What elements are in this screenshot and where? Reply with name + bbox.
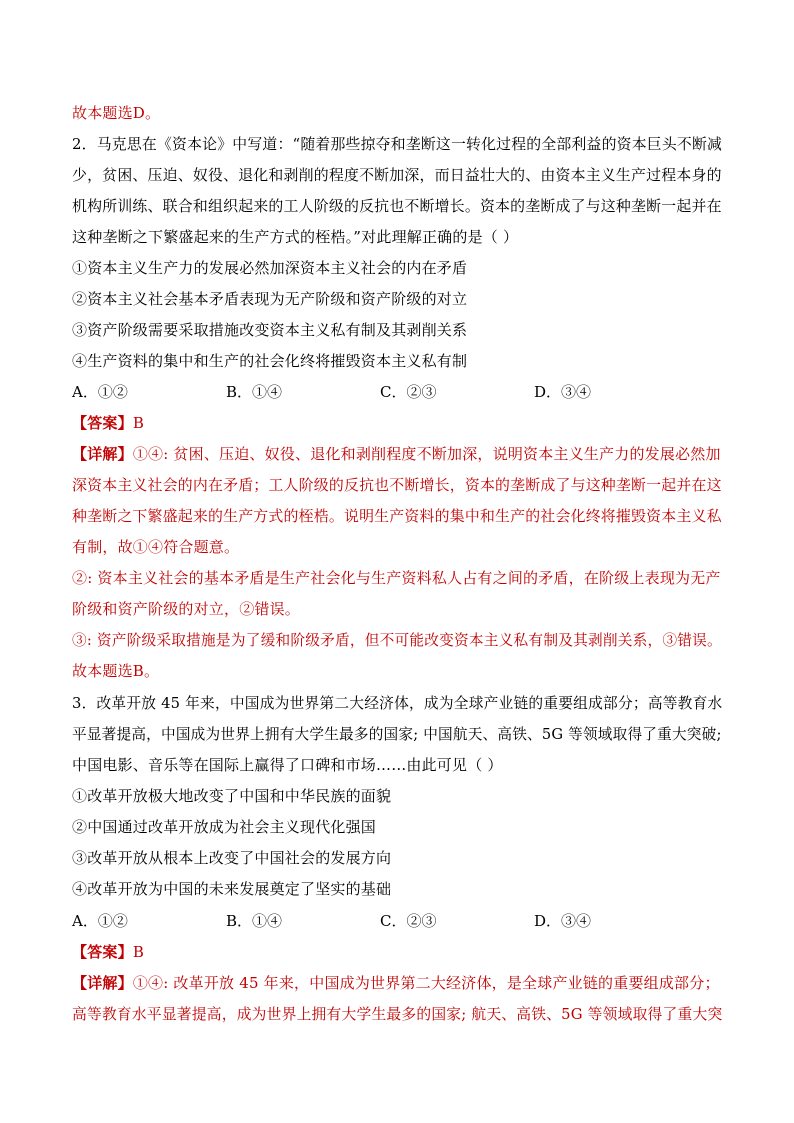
q2-option-c: C．②③ [380, 383, 437, 401]
q2-conclusion: 故本题选B。 [72, 662, 160, 680]
q2-item: ②资本主义社会基本矛盾表现为无产阶级和资产阶级的对立 [72, 290, 468, 308]
prev-conclusion: 故本题选D。 [72, 104, 161, 122]
q3-item: ①改革开放极大地改变了中国和中华民族的面貌 [72, 787, 392, 805]
q2-option-d: D．③④ [534, 383, 592, 401]
q2-answer [72, 413, 144, 433]
q3-stem-line: 中国电影、音乐等在国际上赢得了口碑和市场……由此可见（ ） [72, 756, 503, 774]
q3-item: ③改革开放从根本上改变了中国社会的发展方向 [72, 849, 392, 867]
q3-option-a: A．①② [72, 912, 128, 930]
q2-item: ③资产阶级需要采取措施改变资本主义私有制及其剥削关系 [72, 321, 468, 339]
q3-item: ④改革开放为中国的未来发展奠定了坚实的基础 [72, 880, 392, 898]
answer-tag: 【答案】 [72, 414, 133, 432]
q3-option-d: D．③④ [534, 912, 592, 930]
q2-stem-line: 机构所训练、联合和组织起来的工人阶级的反抗也不断增长。资本的垄断成了与这种垄断一起并在 [72, 197, 722, 215]
detail-tag: 【详解】 [72, 974, 133, 992]
q2-stem-line: 2．马克思在《资本论》中写道：“随着那些掠夺和垄断这一转化过程的全部利益的资本巨头不断减 [72, 135, 723, 153]
q2-wrong2-line: 阶级和资产阶级的对立，②错误。 [72, 600, 301, 618]
answer-value: B [132, 943, 145, 961]
answer-tag: 【答案】 [72, 943, 133, 961]
q2-option-a: A．①② [72, 383, 128, 401]
detail-text: ①④: 贫困、压迫、奴役、退化和剥削程度不断加深，说明资本主义生产力的发展必然加 [132, 445, 721, 463]
q2-wrong2-line: ②: 资本主义社会的基本矛盾是生产社会化与生产资料私人占有之间的矛盾，在阶级上表现为无产 [72, 569, 721, 587]
q2-detail-line [72, 444, 721, 464]
answer-value: B [132, 414, 145, 432]
q2-detail-line: 有制，故①④符合题意。 [72, 538, 240, 556]
q2-item: ④生产资料的集中和生产的社会化终将摧毁资本主义私有制 [72, 352, 468, 370]
detail-tag: 【详解】 [72, 445, 133, 463]
q2-detail-line: 种垄断之下繁盛起来的生产方式的桎梏。说明生产资料的集中和生产的社会化终将摧毁资本主义私 [72, 507, 722, 525]
q2-stem-line: 这种垄断之下繁盛起来的生产方式的桎梏。”对此理解正确的是（ ） [72, 228, 519, 246]
q2-wrong3-line: ③: 资产阶级采取措施是为了缓和阶级矛盾，但不可能改变资本主义私有制及其剥削关系，③错误。 [72, 631, 722, 649]
q3-item: ②中国通过改革开放成为社会主义现代化强国 [72, 818, 377, 836]
q2-detail-line: 深资本主义社会的内在矛盾；工人阶级的反抗也不断增长，资本的垄断成了与这种垄断一起并在这 [72, 476, 722, 494]
q3-option-b: B．①④ [226, 912, 283, 930]
q3-option-c: C．②③ [380, 912, 437, 930]
detail-text: ①④: 改革开放 45 年来，中国成为世界第二大经济体，是全球产业链的重要组成部分； [132, 974, 720, 992]
q2-stem-line: 少，贫困、压迫、奴役、退化和剥削的程度不断加深，而日益壮大的、由资本主义生产过程本身的 [72, 166, 722, 184]
q3-answer [72, 942, 144, 962]
q3-detail-line [72, 973, 720, 993]
q3-stem-line: 平显著提高，中国成为世界上拥有大学生最多的国家; 中国航天、高铁、5G 等领域取得了重大突破; [72, 725, 722, 743]
q3-detail-line: 高等教育水平显著提高，成为世界上拥有大学生最多的国家; 航天、高铁、5G 等领域取得了重大突 [72, 1005, 723, 1023]
q2-option-b: B．①④ [226, 383, 283, 401]
q3-stem-line: 3．改革开放 45 年来，中国成为世界第二大经济体，成为全球产业链的重要组成部分；高等教育水 [72, 694, 723, 712]
q2-item: ①资本主义生产力的发展必然加深资本主义社会的内在矛盾 [72, 259, 468, 277]
